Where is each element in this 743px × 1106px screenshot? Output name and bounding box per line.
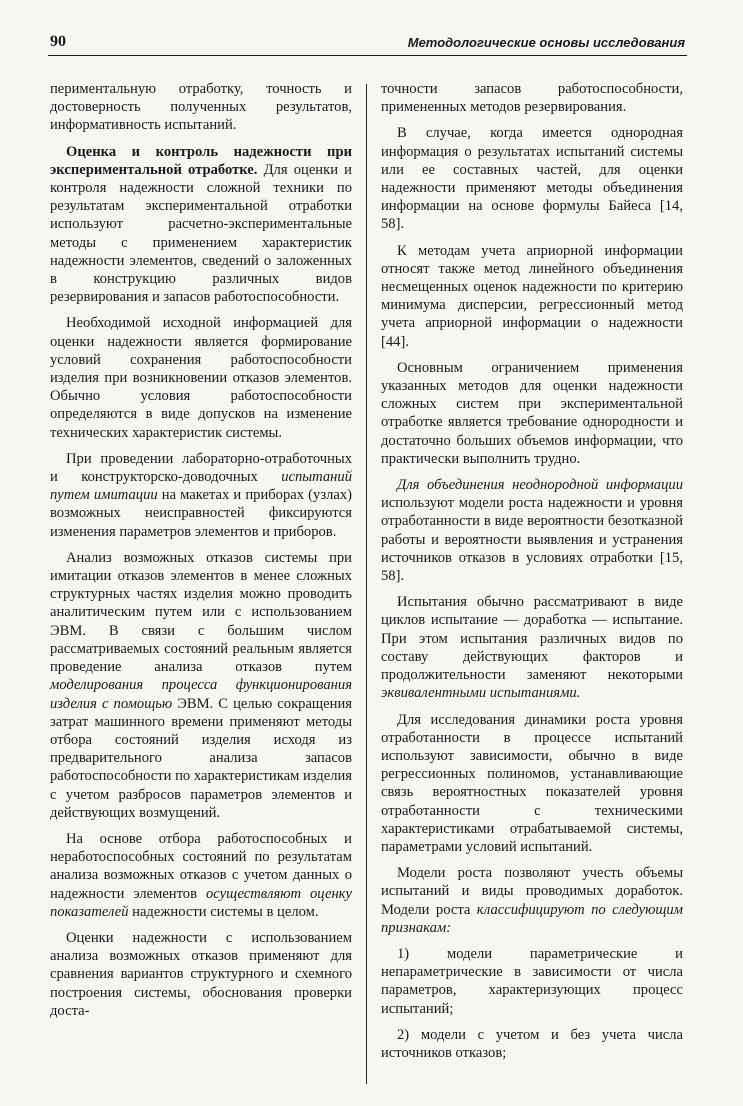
paragraph: периментальную отработку, точность и достоверность полученных результатов, информативность испытаний. <box>50 81 352 134</box>
right-column <box>381 80 683 1070</box>
paragraph-text: используют модели роста надежности и уровня отработанности в виде вероятности безотказной работы и вероятности выявления и устранения источников отказов в условиях отработки [15, 58]. <box>381 495 683 585</box>
emphasis: Для объединения неоднородной информации <box>397 477 683 494</box>
paragraph-text: Анализ возможных отказов системы при имитации отказов элементов в менее сложных структурных частях изделия можно проводить аналитическим путем или с использованием ЭВМ. В связи с большим числом рассматриваемых состояний реальным является проведение анализа отказов путем <box>50 549 352 676</box>
list-item: 2) модели с учетом и без учета числа источников отказов; <box>381 1026 683 1061</box>
paragraph <box>381 476 683 585</box>
emphasis: моделирования процесса функционирования изделия с помощью <box>50 677 352 712</box>
paragraph-text: Испытания обычно рассматривают в виде циклов испытание — доработка — испытание. При этом испытания различных видов по составу действующих факторов и продолжительности заменяют некоторыми <box>381 594 683 684</box>
page-number: 90 <box>50 33 66 50</box>
paragraph-text: При проведении лабораторно-отработочных и конструкторско-доводочных <box>50 450 352 486</box>
paragraph-text: Модели роста позволяют учесть объемы испытаний и виды проводимых доработок. Модели роста <box>381 865 683 918</box>
paragraph-text: ЭВМ. С целью сокращения затрат машинного времени применяют методы отбора состояний изделия исходя из предварительного анализа запасов работоспособности по характеристикам изделия с учетом разбросов параметров элементов и действующих возмущений. <box>50 695 352 821</box>
paragraph-text: на макетах и приборах (узлах) возможных неисправностей фиксируются изменения параметров элементов и приборов. <box>50 487 352 540</box>
list-item: 1) модели параметрические и непараметрические в зависимости от числа параметров, характеризующих процесс испытаний; <box>381 945 683 1017</box>
paragraph <box>50 143 352 307</box>
emphasis: эквивалентными испытаниями. <box>381 685 581 702</box>
emphasis: испытаний путем имитации <box>50 469 352 504</box>
paragraph-text: На основе отбора работоспособных и неработоспособных состояний по результатам анализа возможных отказов с учетом данных о надежности элементов <box>50 830 352 902</box>
emphasis: классифицируют по следующим признакам: <box>381 901 684 936</box>
paragraph: точности запасов работоспособности, примененных методов резервирования. <box>381 81 683 116</box>
paragraph: Основным ограничением применения указанных методов для оценки надежности сложных систем при экспериментальной отработке является требование однородности и достаточно больших объемов информации, что практически выполнить трудно. <box>381 359 683 467</box>
paragraph <box>381 864 683 937</box>
paragraph <box>381 593 683 702</box>
paragraph: Оценки надежности с использованием анализа возможных отказов применяют для сравнения вариантов структурного и схемного построения системы, обоснования проверки доста- <box>50 929 352 1019</box>
paragraph: К методам учета априорной информации относят также метод линейного объединения несмещенных оценок надежности по критерию минимума дисперсии, регрессионный метод учета априорной информации о надежности [44]. <box>381 242 683 350</box>
paragraph: Для исследования динамики роста уровня отработанности в процессе испытаний используют зависимости, обычно в виде регрессионных полиномов, устанавливающие связь вероятностных показателей уровня отработанности с техническими характеристиками отрабатываемой системы, параметрами условий испытаний. <box>381 711 683 855</box>
paragraph: Необходимой исходной информацией для оценки надежности является формирование условий сохранения работоспособности изделия при возникновении отказов элементов. Обычно условия работоспособности определяются в виде допусков на изменение технических характеристик системы. <box>50 315 352 441</box>
running-title: Методологические основы исследования <box>407 35 685 50</box>
paragraph <box>50 450 352 541</box>
section-heading: Оценка и контроль надежности при экспериментальной отработке. <box>50 143 352 178</box>
paragraph <box>50 549 352 822</box>
column-divider <box>366 84 367 1084</box>
header-rule <box>48 55 687 56</box>
paragraph: В случае, когда имеется однородная информация о результатах испытаний системы или ее составных частей, для оценки надежности применяют методы объединения информации на основе формулы Байеса [14, 58]. <box>381 125 683 233</box>
left-column <box>50 80 352 1028</box>
paragraph-text: надежности системы в целом. <box>128 903 319 920</box>
paragraph-text: Для оценки и контроля надежности сложной техники по результатам экспериментальной отработки используют расчетно-экспериментальные методы с применением характеристик надежности элементов, сведений о заложенных в конструкцию различных видов резервирования и запасов работоспособности. <box>50 161 352 306</box>
paragraph <box>50 830 352 921</box>
emphasis: осуществляют оценку показателей <box>50 885 352 920</box>
